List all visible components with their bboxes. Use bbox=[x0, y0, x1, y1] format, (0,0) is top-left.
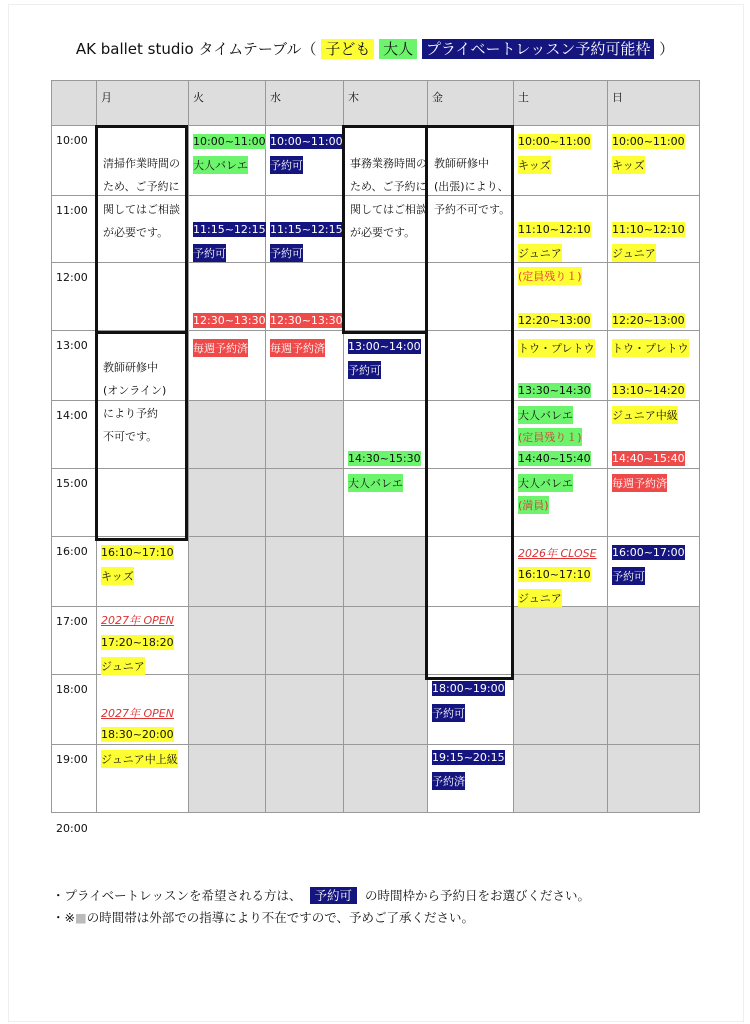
lesson-label: ジュニア bbox=[612, 244, 656, 262]
lesson-time: 16:10~17:10 bbox=[101, 546, 174, 559]
time-label: 11:00 bbox=[52, 196, 97, 263]
table-cell bbox=[344, 263, 428, 331]
block-line: 不可です。 bbox=[103, 430, 158, 443]
lesson-time: 13:10~14:20 bbox=[612, 384, 685, 397]
table-cell bbox=[608, 537, 700, 607]
block-line: 予約不可です。 bbox=[434, 203, 511, 216]
block-line: (オンライン) bbox=[103, 384, 167, 397]
block-line: が必要です。 bbox=[350, 226, 416, 239]
table-cell bbox=[266, 126, 344, 196]
slot-available[interactable]: 予約可 bbox=[348, 361, 381, 379]
block-line: (出張)により、 bbox=[434, 180, 509, 193]
unavailable-cell bbox=[344, 675, 428, 745]
lesson-label: ジュニア bbox=[518, 244, 562, 262]
table-cell bbox=[189, 196, 266, 263]
unavailable-cell bbox=[514, 675, 608, 745]
table-cell bbox=[189, 263, 266, 331]
table-cell bbox=[514, 126, 608, 196]
lesson-time: 11:15~12:15 bbox=[193, 223, 266, 236]
day-header: 金 bbox=[428, 81, 514, 126]
lesson-time: 11:10~12:10 bbox=[518, 223, 591, 236]
note-line-1 bbox=[52, 886, 590, 904]
lesson-label: トウ・プレトウ bbox=[518, 339, 595, 357]
block-line: 事務業務時間の bbox=[350, 157, 427, 170]
time-label: 19:00 bbox=[52, 745, 97, 813]
time-label: 10:00 bbox=[52, 126, 97, 196]
table-cell bbox=[428, 401, 514, 469]
unavailable-cell bbox=[189, 745, 266, 813]
unavailable-cell bbox=[344, 745, 428, 813]
mon-training-text bbox=[103, 356, 166, 448]
day-header: 火 bbox=[189, 81, 266, 126]
slot-available[interactable]: 予約可 bbox=[270, 244, 303, 262]
table-cell bbox=[608, 263, 700, 331]
unavailable-cell bbox=[608, 607, 700, 675]
lesson-time: 11:10~12:10 bbox=[612, 223, 685, 236]
lesson-time: 13:00~14:00 bbox=[348, 340, 421, 353]
header-corner bbox=[52, 81, 97, 126]
lesson-time: 12:20~13:00 bbox=[518, 314, 591, 327]
table-cell bbox=[514, 401, 608, 469]
slot-available[interactable]: 予約可 bbox=[270, 156, 303, 174]
lesson-time: 12:30~13:30 bbox=[270, 314, 343, 327]
lesson-time: 18:30~20:00 bbox=[101, 728, 174, 741]
day-header: 月 bbox=[97, 81, 189, 126]
table-cell bbox=[344, 401, 428, 469]
block-line: 教師研修中 bbox=[434, 157, 489, 170]
table-cell bbox=[514, 469, 608, 537]
lesson-time: 14:40~15:40 bbox=[518, 452, 591, 465]
lesson-time: 13:30~14:30 bbox=[518, 384, 591, 397]
table-cell bbox=[97, 745, 189, 813]
mon-cleaning-text bbox=[103, 152, 180, 244]
table-cell bbox=[514, 331, 608, 401]
table-cell bbox=[608, 196, 700, 263]
lesson-label: 大人バレエ bbox=[193, 156, 248, 174]
unavailable-cell bbox=[189, 675, 266, 745]
table-cell bbox=[608, 469, 700, 537]
unavailable-cell bbox=[608, 745, 700, 813]
unavailable-cell bbox=[266, 607, 344, 675]
page-title bbox=[0, 38, 750, 59]
table-cell bbox=[266, 331, 344, 401]
table-cell bbox=[428, 675, 514, 745]
title-suffix: ） bbox=[659, 40, 675, 58]
time-label: 17:00 bbox=[52, 607, 97, 675]
lesson-time: 11:15~12:15 bbox=[270, 223, 343, 236]
lesson-time: 12:30~13:30 bbox=[193, 314, 266, 327]
note-text: の時間枠から予約日をお選びください。 bbox=[365, 888, 591, 903]
unavailable-cell bbox=[189, 537, 266, 607]
day-header: 日 bbox=[608, 81, 700, 126]
lesson-time: 17:20~18:20 bbox=[101, 636, 174, 649]
unavailable-cell bbox=[189, 469, 266, 537]
note-line-2 bbox=[52, 908, 474, 926]
table-cell bbox=[608, 401, 700, 469]
lesson-label: ジュニア bbox=[518, 589, 562, 607]
slot-booked: 毎週予約済 bbox=[612, 474, 667, 492]
unavailable-cell bbox=[514, 745, 608, 813]
table-cell bbox=[428, 745, 514, 813]
note-text: ・※ bbox=[52, 910, 75, 925]
block-line: 清掃作業時間の bbox=[103, 157, 180, 170]
lesson-label: ジュニア中級 bbox=[612, 406, 678, 424]
legend-kids: 子ども bbox=[321, 39, 374, 59]
table-cell bbox=[97, 675, 189, 745]
time-label: 12:00 bbox=[52, 263, 97, 331]
time-label: 15:00 bbox=[52, 469, 97, 537]
lesson-time: 16:10~17:10 bbox=[518, 568, 591, 581]
table-cell bbox=[189, 126, 266, 196]
slot-available[interactable]: 予約可 bbox=[432, 704, 465, 722]
block-line: が必要です。 bbox=[103, 226, 169, 239]
block-line: 関してはご相談 bbox=[103, 203, 180, 216]
full-label: (満員) bbox=[518, 496, 549, 514]
end-time-label: 20:00 bbox=[56, 822, 88, 835]
time-label: 18:00 bbox=[52, 675, 97, 745]
table-cell bbox=[97, 537, 189, 607]
table-cell bbox=[97, 607, 189, 675]
unavailable-cell bbox=[344, 607, 428, 675]
unavailable-cell bbox=[266, 537, 344, 607]
table-cell bbox=[514, 263, 608, 331]
day-header: 土 bbox=[514, 81, 608, 126]
day-header: 水 bbox=[266, 81, 344, 126]
table-cell bbox=[344, 331, 428, 401]
lesson-label: 大人バレエ bbox=[518, 406, 573, 424]
title-prefix: AK ballet studio タイムテーブル（ bbox=[75, 40, 317, 58]
lesson-time: 10:00~11:00 bbox=[193, 135, 266, 148]
lesson-label: トウ・プレトウ bbox=[612, 339, 689, 357]
table-cell bbox=[514, 537, 608, 607]
open-notice: 2027年 OPEN bbox=[101, 614, 174, 627]
gray-square-icon: ■ bbox=[74, 910, 87, 925]
lesson-time: 10:00~11:00 bbox=[612, 135, 685, 148]
lesson-time: 10:00~11:00 bbox=[270, 135, 343, 148]
lesson-label: 大人バレエ bbox=[518, 474, 573, 492]
lesson-time: 12:20~13:00 bbox=[612, 314, 685, 327]
lesson-label: ジュニア中上級 bbox=[101, 750, 178, 768]
unavailable-cell bbox=[266, 675, 344, 745]
slot-booked: 予約済 bbox=[432, 772, 465, 790]
lesson-time: 16:00~17:00 bbox=[612, 546, 685, 559]
table-cell bbox=[344, 469, 428, 537]
time-label: 13:00 bbox=[52, 331, 97, 401]
thu-office-text bbox=[350, 152, 427, 244]
table-cell bbox=[189, 331, 266, 401]
seats-remaining: (定員残り１) bbox=[518, 267, 582, 285]
close-notice: 2026年 CLOSE bbox=[518, 547, 597, 560]
note-text: の時間帯は外部での指導により不在ですので、予めご了承ください。 bbox=[86, 910, 475, 925]
note-text: ・プライベートレッスンを希望される方は、 bbox=[52, 888, 302, 903]
fri-training-text bbox=[434, 152, 510, 221]
available-badge: 予約可 bbox=[310, 887, 358, 904]
lesson-label: キッズ bbox=[518, 156, 551, 174]
table-cell bbox=[428, 469, 514, 537]
table-cell bbox=[428, 263, 514, 331]
table-cell bbox=[608, 331, 700, 401]
table-cell bbox=[266, 263, 344, 331]
slot-available[interactable]: 予約可 bbox=[612, 567, 645, 585]
legend-private: プライベートレッスン予約可能枠 bbox=[422, 39, 654, 59]
table-cell bbox=[97, 469, 189, 537]
unavailable-cell bbox=[514, 607, 608, 675]
table-cell bbox=[608, 126, 700, 196]
unavailable-cell bbox=[189, 401, 266, 469]
time-label: 14:00 bbox=[52, 401, 97, 469]
lesson-label: ジュニア bbox=[101, 657, 145, 675]
table-cell bbox=[428, 607, 514, 675]
slot-booked: 毎週予約済 bbox=[193, 339, 248, 357]
lesson-time: 14:30~15:30 bbox=[348, 452, 421, 465]
lesson-label: 大人バレエ bbox=[348, 474, 403, 492]
unavailable-cell bbox=[266, 401, 344, 469]
table-cell bbox=[428, 537, 514, 607]
block-line: により予約 bbox=[103, 407, 158, 420]
open-notice: 2027年 OPEN bbox=[101, 707, 174, 720]
table-cell bbox=[428, 331, 514, 401]
block-line: 教師研修中 bbox=[103, 361, 158, 374]
block-line: ため、ご予約に bbox=[103, 180, 180, 193]
lesson-time: 18:00~19:00 bbox=[432, 682, 505, 695]
lesson-time: 14:40~15:40 bbox=[612, 452, 685, 465]
day-header: 木 bbox=[344, 81, 428, 126]
lesson-time: 10:00~11:00 bbox=[518, 135, 591, 148]
time-label: 16:00 bbox=[52, 537, 97, 607]
unavailable-cell bbox=[266, 469, 344, 537]
lesson-time: 19:15~20:15 bbox=[432, 751, 505, 764]
lesson-label: キッズ bbox=[101, 567, 134, 585]
unavailable-cell bbox=[266, 745, 344, 813]
block-line: 関してはご相談 bbox=[350, 203, 427, 216]
lesson-label: キッズ bbox=[612, 156, 645, 174]
slot-booked: 毎週予約済 bbox=[270, 339, 325, 357]
seats-remaining: (定員残り１) bbox=[518, 428, 582, 446]
table-cell bbox=[514, 196, 608, 263]
legend-adult: 大人 bbox=[379, 39, 417, 59]
unavailable-cell bbox=[344, 537, 428, 607]
slot-available[interactable]: 予約可 bbox=[193, 244, 226, 262]
block-line: ため、ご予約に bbox=[350, 180, 427, 193]
table-cell bbox=[266, 196, 344, 263]
unavailable-cell bbox=[189, 607, 266, 675]
table-cell bbox=[97, 263, 189, 331]
unavailable-cell bbox=[608, 675, 700, 745]
